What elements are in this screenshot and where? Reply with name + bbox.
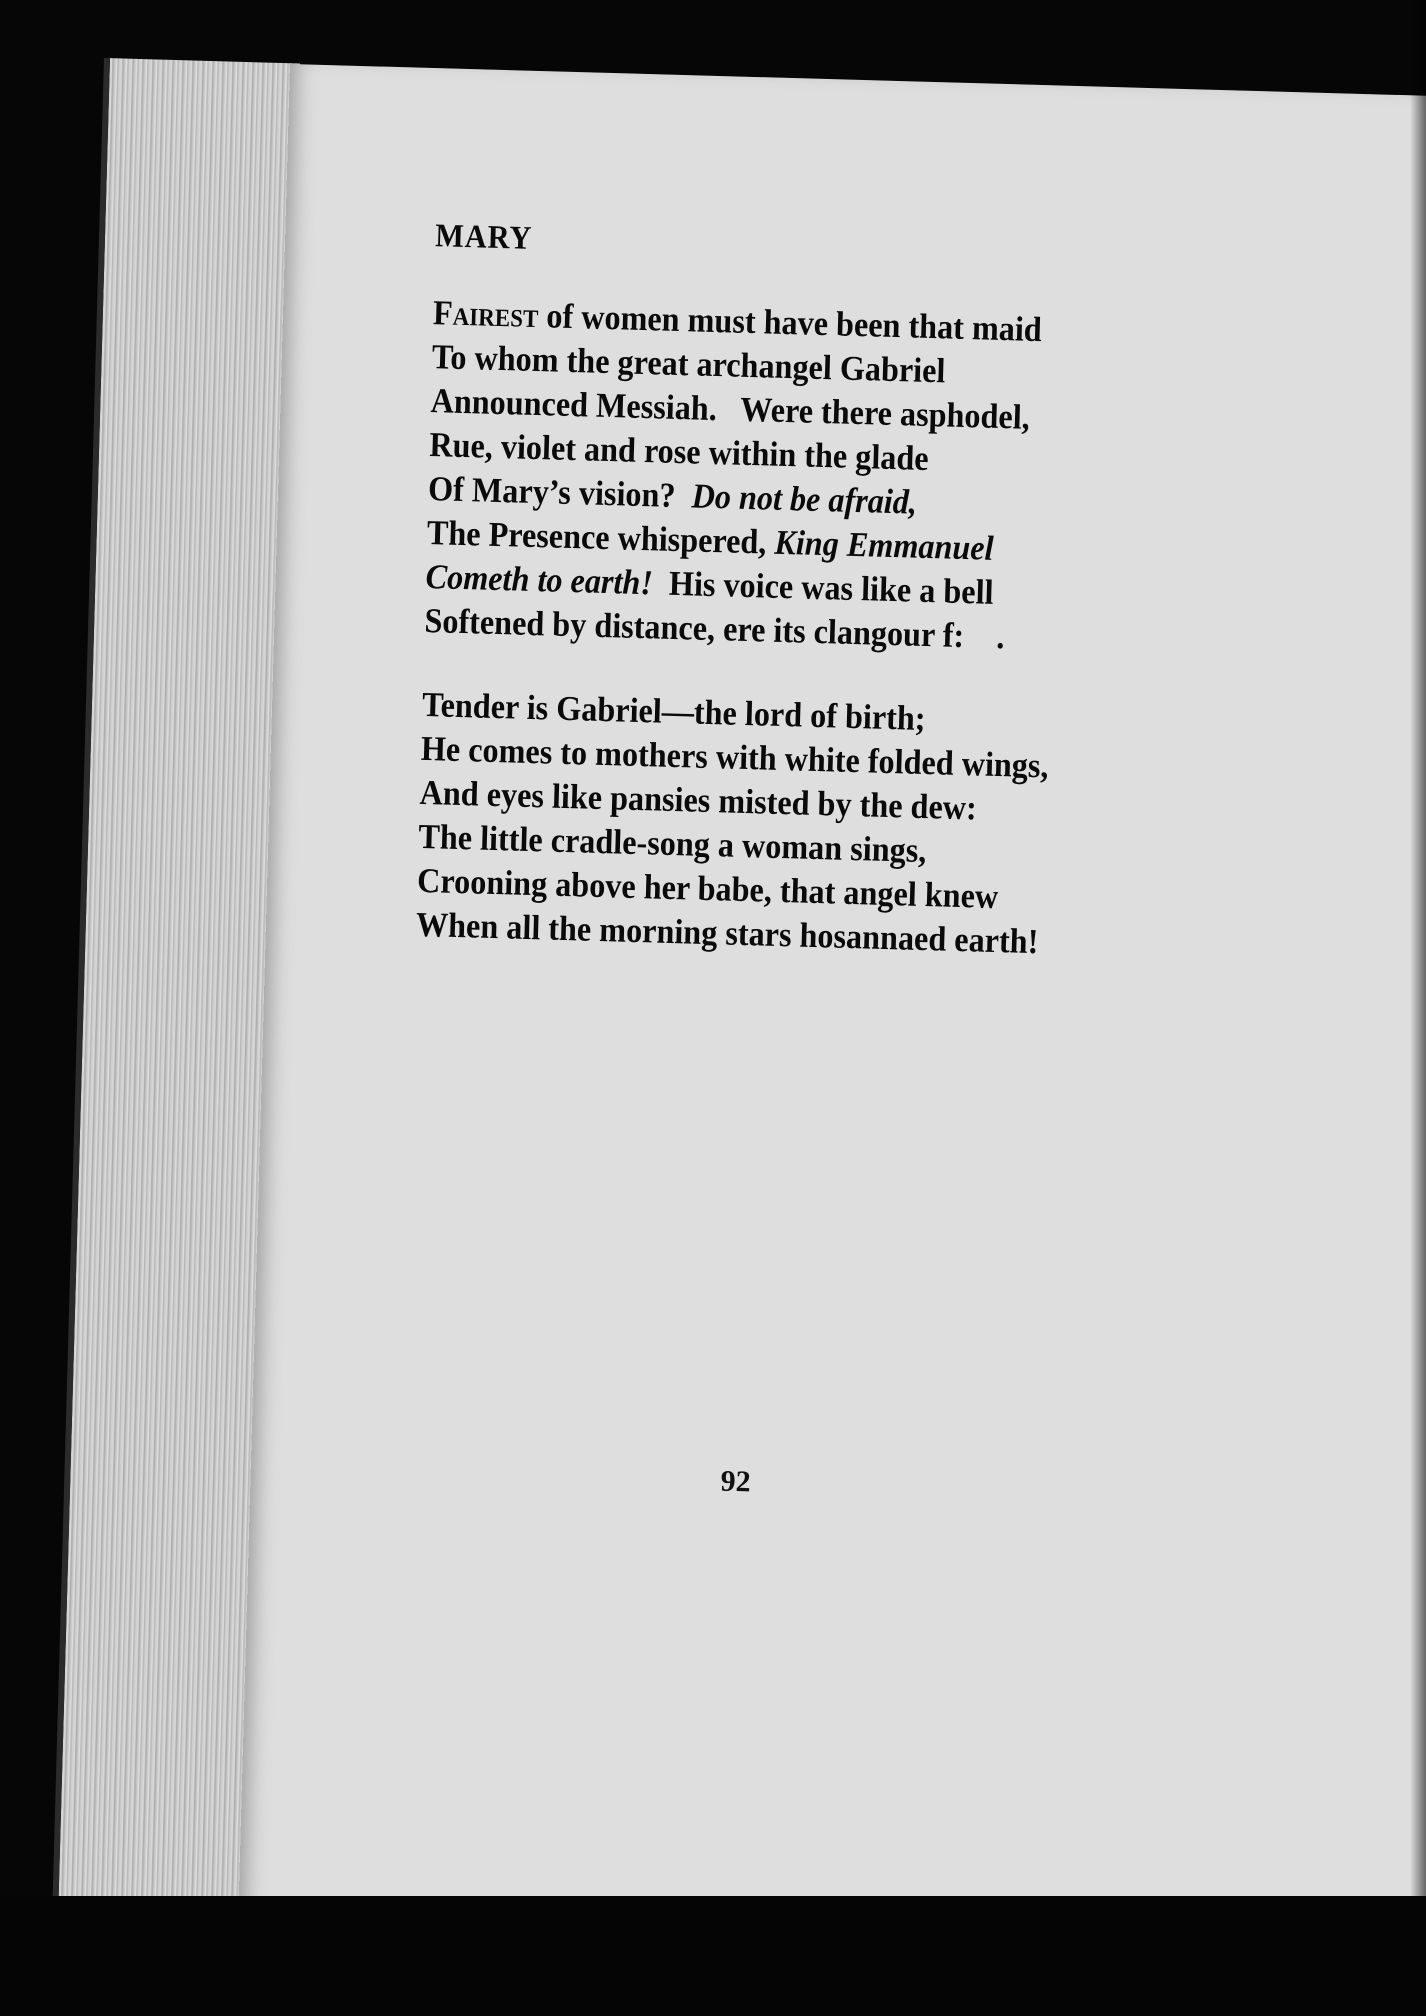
poem-line-italic: Cometh to earth! — [425, 556, 654, 603]
poem-line-text: Of Mary’s vision? — [427, 469, 693, 516]
poem-line: Rue, violet and rose within the glade — [428, 425, 930, 478]
poem-line: When all the morning stars hosannaed earth! — [415, 904, 1039, 962]
stanza-2 — [415, 683, 1121, 966]
poem-line-text: The Presence whispered, — [426, 513, 775, 562]
page-number: 92 — [720, 1464, 752, 1499]
background-bottom — [0, 1896, 1426, 2016]
poem-line: Announced Messiah. Were there asphodel, — [430, 381, 1031, 437]
poem — [414, 218, 1134, 1006]
poem-title: MARY — [434, 218, 533, 257]
book-page — [230, 64, 1426, 2016]
poem-line: Tender is Gabriel—the lord of birth; — [421, 684, 927, 738]
poem-line-text: of women must have been that maid — [537, 296, 1043, 350]
stanza-1 — [424, 291, 1133, 662]
poem-line-text: His voice was like a bell — [652, 563, 995, 612]
poem-line: He comes to mothers with white folded wings, — [420, 728, 1050, 786]
poem-line-italic: King Emmanuel — [773, 522, 995, 568]
gutter-shadow — [1410, 0, 1426, 2016]
poem-line-italic: Do not be afraid, — [691, 476, 918, 522]
poem-line: The little cradle-song a woman sings, — [417, 816, 927, 871]
poem-line: And eyes like pansies misted by the dew: — [419, 772, 978, 828]
poem-line-lead: Fairest — [432, 293, 539, 336]
poem-line: Crooning above her babe, that angel knew — [416, 860, 999, 917]
poem-line: To whom the great archangel Gabriel — [431, 337, 946, 391]
poem-line: Softened by distance, ere its clangour f: . — [423, 600, 1006, 657]
